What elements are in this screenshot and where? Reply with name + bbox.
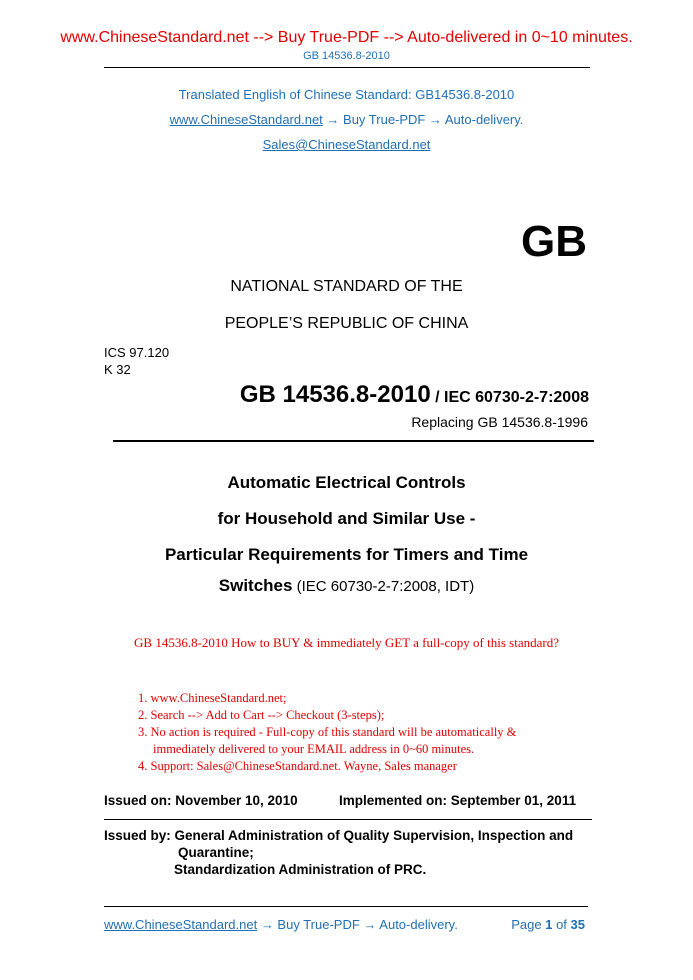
title-line-4 xyxy=(0,576,693,596)
purchase-steps xyxy=(138,690,578,775)
std-number-main: GB 14536.8-2010 xyxy=(239,381,431,408)
page-total: 35 xyxy=(570,917,585,932)
email-line xyxy=(0,137,693,152)
header-rule xyxy=(104,67,590,68)
standard-number xyxy=(240,381,589,409)
buy-question[interactable]: GB 14536.8-2010 How to BUY & immediately GET a full-copy of this standard? xyxy=(134,635,559,650)
issuer-line-1: General Administration of Quality Supervision, Inspection and xyxy=(174,828,574,843)
footer-site-link[interactable]: www.ChineseStandard.net xyxy=(104,917,258,932)
footer-buy-text: → Buy True-PDF → Auto-delivery. xyxy=(257,917,458,932)
gb-mark: GB xyxy=(521,217,587,266)
email-link[interactable]: Sales@ChineseStandard.net xyxy=(262,137,431,152)
implemented-on: Implemented on: September 01, 2011 xyxy=(339,793,577,808)
title-switches: Switches xyxy=(218,576,293,595)
title-rule xyxy=(113,440,594,442)
title-line-2: for Household and Similar Use - xyxy=(217,509,476,528)
national-line-2: PEOPLE’S REPUBLIC OF CHINA xyxy=(224,315,469,332)
replacing-note: Replacing GB 14536.8-1996 xyxy=(411,414,588,430)
footer-rule xyxy=(104,906,588,907)
issued-by-label: Issued by: xyxy=(104,828,175,843)
buy-text: → Buy True-PDF → Auto-delivery. xyxy=(322,112,524,127)
page-label: Page xyxy=(511,917,546,932)
k-code: K 32 xyxy=(104,362,131,377)
footer-links xyxy=(104,917,458,932)
step-item: 2. Search --> Add to Cart --> Checkout (3-steps); xyxy=(138,708,385,722)
of-label: of xyxy=(552,917,571,932)
issuer-line-3: Standardization Administration of PRC. xyxy=(174,862,427,877)
issued-on: Issued on: November 10, 2010 xyxy=(104,793,298,808)
dates-rule xyxy=(104,819,592,820)
page-indicator xyxy=(511,917,585,932)
header-code: GB 14536.8-2010 xyxy=(303,50,390,62)
issuer-line-2: Quarantine; xyxy=(178,845,254,860)
ics-code: ICS 97.120 xyxy=(104,345,170,360)
title-line-3: Particular Requirements for Timers and Time xyxy=(164,545,529,564)
national-line-1: NATIONAL STANDARD OF THE xyxy=(230,278,463,295)
site-link[interactable]: www.ChineseStandard.net xyxy=(169,112,323,127)
step-item[interactable]: 1. www.ChineseStandard.net; xyxy=(138,691,287,705)
step-item: 4. Support: Sales@ChineseStandard.net. Wayne, Sales manager xyxy=(138,759,457,773)
site-line xyxy=(0,112,693,127)
translated-line: Translated English of Chinese Standard: GB14536.8-2010 xyxy=(178,87,515,102)
page-number: 1 xyxy=(545,917,553,932)
issued-by xyxy=(104,828,573,877)
title-idt: (IEC 60730-2-7:2008, IDT) xyxy=(292,578,475,595)
step-item: 3. No action is required - Full-copy of this standard will be automatically & immediately delivered to your EMAIL address in 0~60 minutes. xyxy=(138,725,517,756)
title-line-1: Automatic Electrical Controls xyxy=(227,473,466,492)
std-number-iec: / IEC 60730-2-7:2008 xyxy=(430,389,589,406)
top-banner[interactable]: www.ChineseStandard.net --> Buy True-PDF --> Auto-delivered in 0~10 minutes. xyxy=(60,29,633,46)
